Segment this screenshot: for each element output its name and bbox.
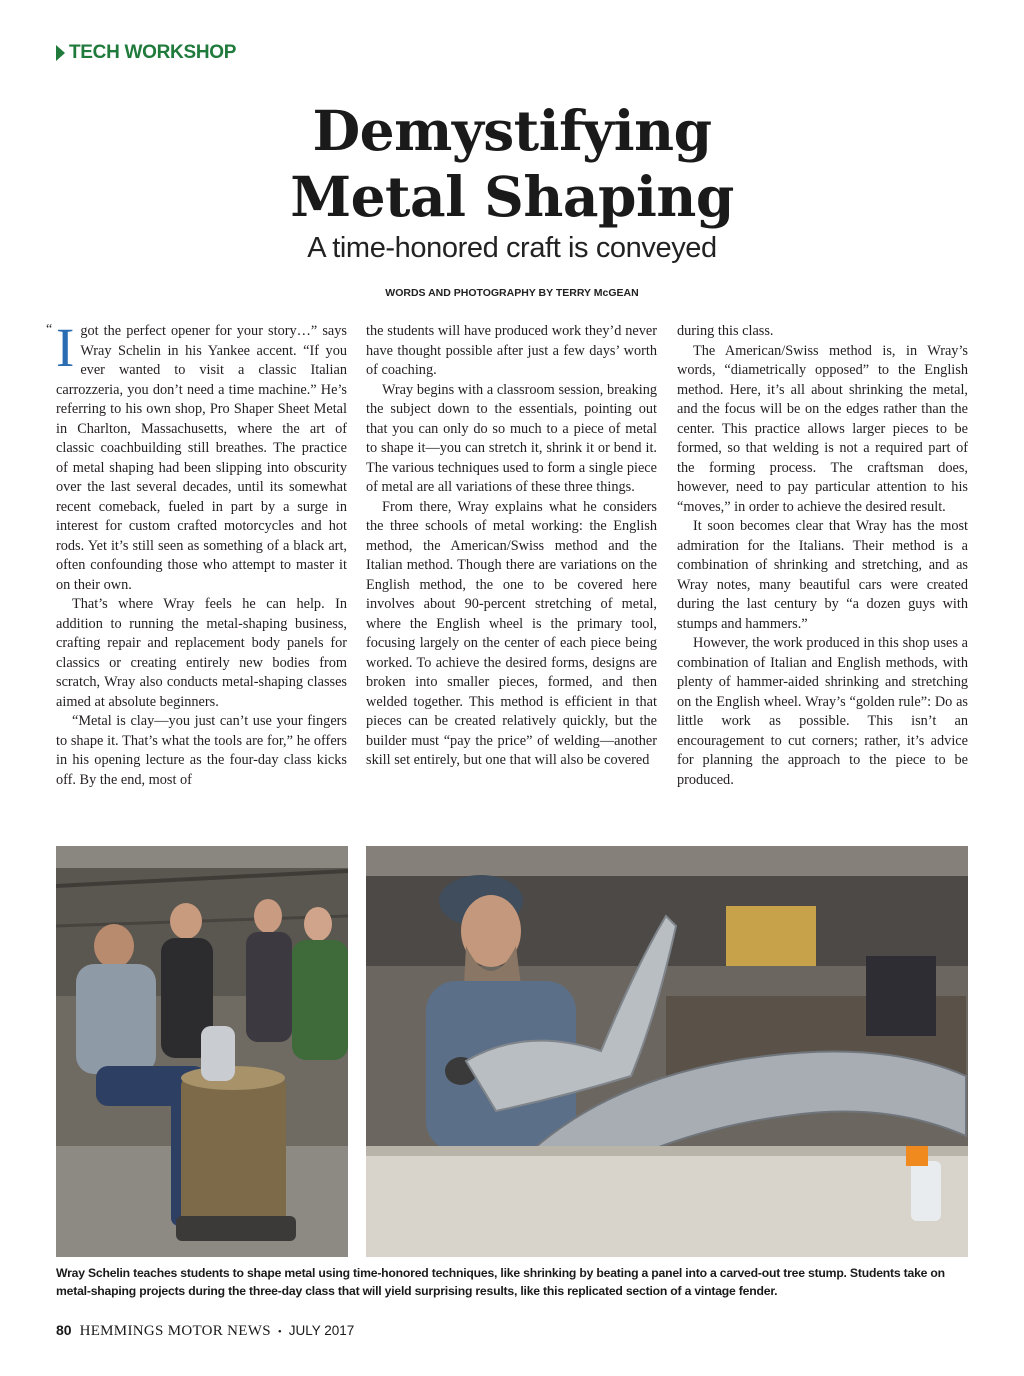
title-line-1: Demystifying bbox=[312, 98, 712, 163]
article-column-1 bbox=[56, 322, 347, 834]
title-line-2: Metal Shaping bbox=[290, 164, 734, 229]
article-subtitle: A time-honored craft is conveyed bbox=[307, 232, 717, 264]
paragraph: during this class. bbox=[677, 323, 774, 339]
article-column-2 bbox=[366, 322, 657, 834]
photo-class-demonstration bbox=[56, 846, 348, 1257]
paragraph: Wray begins with a classroom session, breaking the subject down to the essentials, pointing out that you can only do so much to a piece of metal to shape it—you can stretch it, shrink it or bend it. The various techniques used to form a single piece of metal are all variations of these three things. bbox=[366, 381, 657, 495]
paragraph: The American/Swiss method is, in Wray’s words, “diametrically opposed” to the English method. Here, it’s all about shrinking the metal, and the focus will be on the edges rather than the center. This practice allows larger pieces to be formed, so that welding is not a required part of the forming process. The craftsman does, however, need to pay particular attention to his “moves,” in order to achieve the desired result. bbox=[677, 342, 968, 515]
article-column-3 bbox=[677, 322, 968, 834]
open-quote-mark: “ bbox=[46, 322, 53, 337]
paragraph: However, the work produced in this shop uses a combination of Italian and English methods, with plenty of hammer-aided shrinking and stretching on the English wheel. Wray’s “golden rule”: Do as little work as possible. This isn’t an encouragement to cut corners; rather, it’s advice for planning the approach to the piece to be produced. bbox=[677, 635, 968, 788]
photo-caption: Wray Schelin teaches students to shape metal using time-honored techniques, like shrinking by beating a panel into a carved-out tree stump. Students take on metal-shaping projects during the three-day class that will yield surprising results, like this replicated section of a vintage fender. bbox=[56, 1266, 945, 1298]
publication-name: HEMMINGS MOTOR NEWS bbox=[79, 1323, 271, 1339]
article-title bbox=[0, 98, 1024, 230]
issue-date: JULY 2017 bbox=[288, 1323, 355, 1338]
paragraph bbox=[56, 322, 347, 595]
paragraph-text: got the perfect opener for your story…” says Wray Schelin in his Yankee accent. “If you ever wanted to visit a classic Italian carrozzeria, you don’t need a time machine.” He’s referring to his own shop, Pro Shaper Sheet Metal in Charlton, Massachusetts, where the art of classic coachbuilding still breathes. The practice of metal shaping had been slipping into obscurity over the last several decades, until its somewhat recent comeback, fueled in part by a surge in interest for custom crafted motorcycles and hot rods. Yet it’s still seen as something of a black art, often confounding those who attempt to master it on their own. bbox=[56, 323, 347, 593]
section-label: TECH WORKSHOP bbox=[69, 42, 237, 63]
paragraph: From there, Wray explains what he considers the three schools of metal working: the English method, the American/Swiss method and the Italian method. Though there are variations on the English method, the one to be covered here involves about 90-percent stretching of metal, where the English wheel is the primary tool, focusing largely on the center of each piece being worked. To achieve the desired forms, designs are broken into smaller pieces, formed, and then welded together. This method is efficient in that pieces can be created relatively quickly, but the builder must “pay the price” of welding—another skill set entirely, but one that will also be covered bbox=[366, 498, 657, 768]
drop-cap: I bbox=[56, 322, 75, 378]
page-footer bbox=[56, 1322, 354, 1340]
paragraph: That’s where Wray feels he can help. In addition to running the metal-shaping business, crafting repair and replacement body panels for classics or creating entirely new bodies from scratch, Wray also conducts metal-shaping classes aimed at absolute beginners. bbox=[56, 596, 347, 710]
footer-separator: • bbox=[277, 1326, 282, 1338]
byline: WORDS AND PHOTOGRAPHY BY TERRY McGEAN bbox=[385, 287, 639, 299]
paragraph: “Metal is clay—you just can’t use your fingers to shape it. That’s what the tools are for,” he offers in his opening lecture as the four-day class kicks off. By the end, most of bbox=[56, 713, 347, 788]
section-tag bbox=[56, 42, 236, 64]
paragraph: It soon becomes clear that Wray has the most admiration for the Italians. Their method is a combination of shrinking and stretching, and as Wray notes, many beautiful cars were created during the last century by “a dozen guys with stumps and hammers.” bbox=[677, 518, 968, 632]
page-number: 80 bbox=[56, 1322, 72, 1338]
paragraph: the students will have produced work they’d never have thought possible after just a few days’ worth of coaching. bbox=[366, 323, 657, 378]
photo-fender-shaping bbox=[366, 846, 968, 1257]
triangle-bullet-icon bbox=[56, 45, 65, 61]
